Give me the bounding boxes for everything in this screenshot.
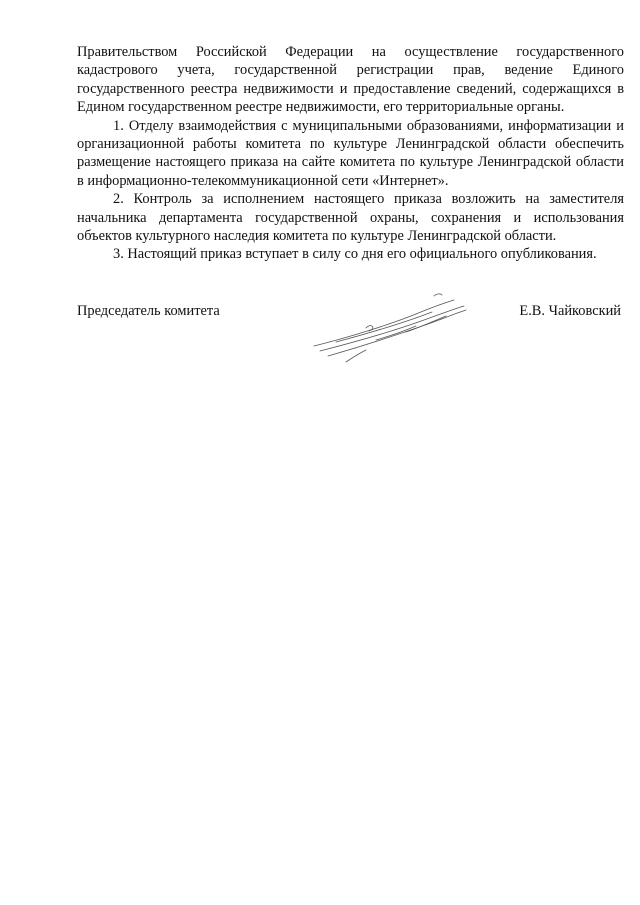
order-item-1: 1. Отделу взаимодействия с муниципальными образованиями, информатизации и организационной работы комитета по культуре Ленинградской области обеспечить размещение настоящего приказа на сайте комитета по культуре Ленинградской области в информационно-телекоммуникационной сети «Интернет».	[77, 117, 624, 189]
handwritten-signature	[306, 288, 471, 368]
signatory-name: Е.В. Чайковский	[519, 303, 621, 319]
signatory-position: Председатель комитета	[77, 303, 220, 319]
intro-paragraph: Правительством Российской Федерации на осуществление государственного кадастрового учета, государственной регистрации прав, ведение Единого государственного реестра недвижимости и предоставление сведений, содержащихся в Едином государственном реестре недвижимости, его территориальные органы.	[77, 44, 624, 116]
order-item-2: 2. Контроль за исполнением настоящего приказа возложить на заместителя начальника департамента государственной охраны, сохранения и использования объектов культурного наследия комитета по культуре Ленинградской области.	[77, 191, 624, 245]
order-item-3: 3. Настоящий приказ вступает в силу со дня его официального опубликования.	[113, 246, 597, 263]
document-body	[77, 43, 624, 264]
signature-strokes	[314, 294, 466, 362]
